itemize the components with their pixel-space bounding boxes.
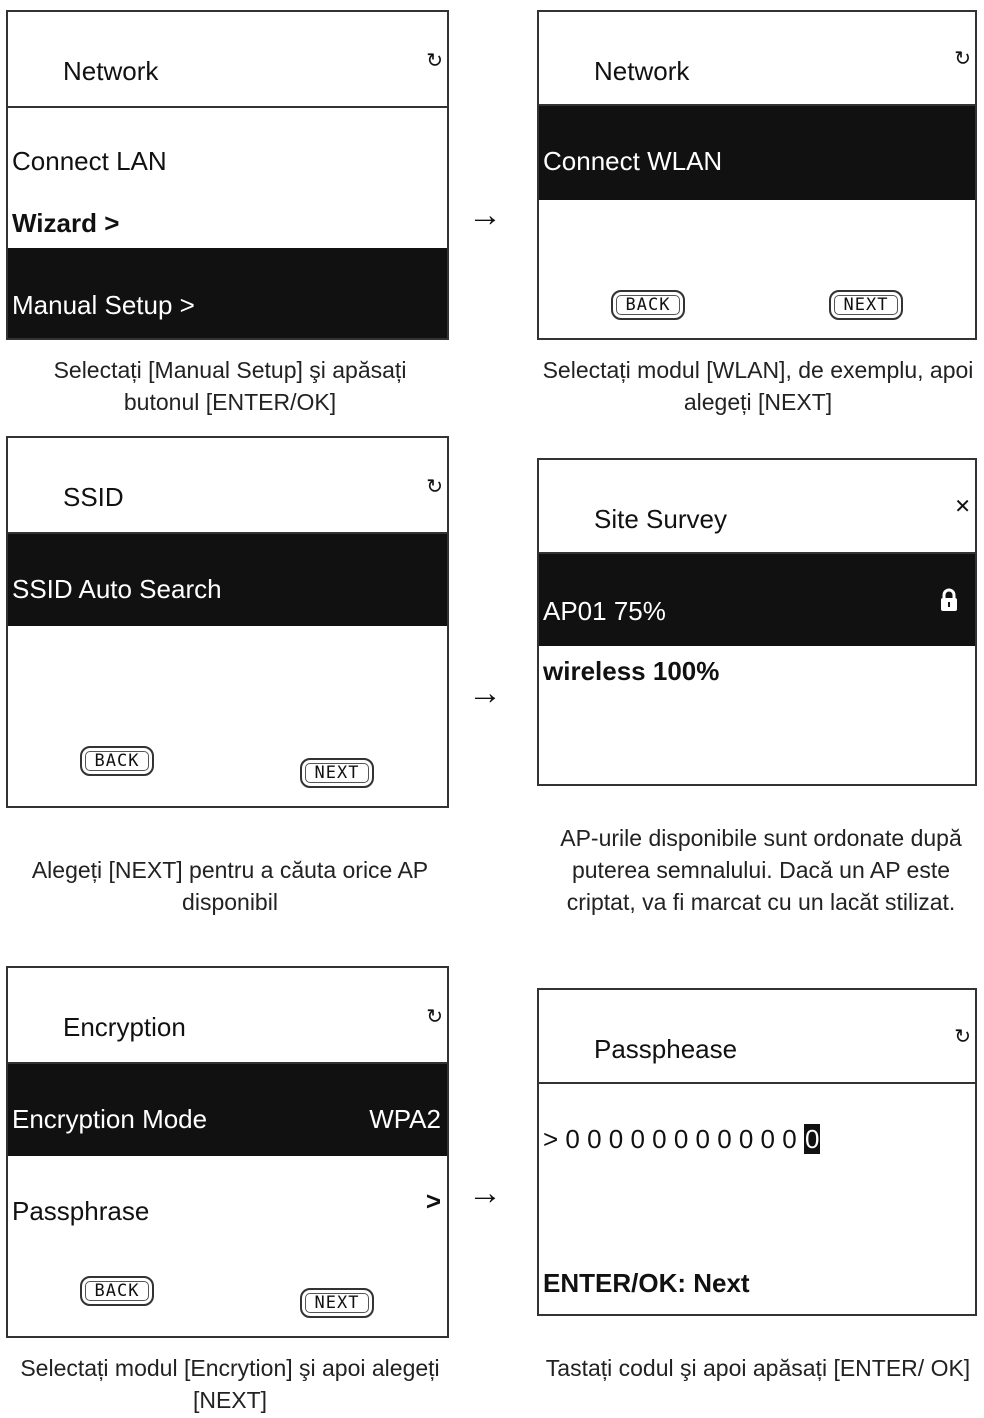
next-button[interactable]: NEXT: [300, 758, 374, 788]
next-button[interactable]: NEXT: [829, 290, 903, 320]
screen-title: Network: [63, 56, 159, 86]
screen-title: SSID: [63, 482, 124, 512]
title-bar: [539, 990, 975, 1084]
caption-step-2: Selectați modul [WLAN], de exemplu, apoi alegeți [NEXT]: [542, 357, 974, 415]
enter-hint: ENTER/OK: Next: [543, 1268, 750, 1298]
arrow-right: →: [468, 674, 502, 712]
network-refresh-icon: ↻: [426, 476, 443, 498]
encryption-mode-value: WPA2: [369, 1104, 441, 1134]
ap-list-item-ap01[interactable]: AP01 75%: [539, 554, 975, 646]
menu-item-encryption-mode[interactable]: Encryption Mode WPA2: [8, 1064, 447, 1156]
screen-passphrase: [537, 988, 977, 1316]
next-button[interactable]: NEXT: [300, 1288, 374, 1318]
text-cursor: 0: [804, 1124, 820, 1154]
title-bar: [8, 438, 447, 534]
wifi-disconnected-icon: ✕: [954, 496, 971, 518]
passphrase-value: > 0 0 0 0 0 0 0 0 0 0 0: [543, 1124, 804, 1154]
screen-title: Passphease: [594, 1034, 738, 1064]
screen-ssid: [6, 436, 449, 808]
menu-item-connect-lan[interactable]: Connect LAN: [12, 146, 167, 176]
back-button[interactable]: BACK: [611, 290, 685, 320]
menu-item-wizard[interactable]: Wizard >: [12, 208, 120, 238]
menu-item-connect-wlan[interactable]: Connect WLAN: [539, 106, 975, 200]
title-bar: [8, 12, 447, 108]
screen-title: Site Survey: [594, 504, 727, 534]
menu-item-passphrase[interactable]: Passphrase >: [12, 1186, 441, 1226]
caption-step-3: Alegeți [NEXT] pentru a căuta orice AP disponibil: [31, 857, 429, 915]
screen-network-wlan: [537, 10, 977, 340]
menu-item-ssid-auto-search[interactable]: SSID Auto Search: [8, 534, 447, 626]
title-bar: [8, 968, 447, 1064]
network-refresh-icon: ↻: [426, 1006, 443, 1028]
network-refresh-icon: ↻: [426, 50, 443, 72]
menu-item-manual-setup[interactable]: Manual Setup >: [8, 248, 447, 340]
chevron-right-icon: >: [425, 1186, 441, 1216]
screen-title: Encryption: [63, 1012, 186, 1042]
network-refresh-icon: ↻: [954, 48, 971, 70]
title-bar: [539, 12, 975, 106]
passphrase-input[interactable]: [539, 1124, 975, 1164]
screen-site-survey: [537, 458, 977, 786]
arrow-right: →: [468, 1174, 502, 1212]
screen-title: Network: [594, 56, 690, 86]
caption-step-5: Selectați modul [Encrytion] şi apoi alegeți [NEXT]: [20, 1355, 440, 1413]
ap-list-item-wireless[interactable]: wireless 100%: [543, 656, 720, 686]
lock-icon: [939, 588, 959, 612]
caption-step-6: Tastați codul şi apoi apăsați [ENTER/ OK]: [545, 1355, 971, 1381]
back-button[interactable]: BACK: [80, 1276, 154, 1306]
network-refresh-icon: ↻: [954, 1026, 971, 1048]
title-bar: [539, 460, 975, 554]
back-button[interactable]: BACK: [80, 746, 154, 776]
screen-network-lan: [6, 10, 449, 340]
screen-encryption: [6, 966, 449, 1338]
caption-step-4: AP-urile disponibile sunt ordonate după puterea semnalului. Dacă un AP este criptat, va fi marcat cu un lacăt stilizat.: [560, 825, 962, 915]
caption-step-1: Selectați [Manual Setup] şi apăsați butonul [ENTER/OK]: [53, 357, 407, 415]
arrow-right: →: [468, 196, 502, 234]
